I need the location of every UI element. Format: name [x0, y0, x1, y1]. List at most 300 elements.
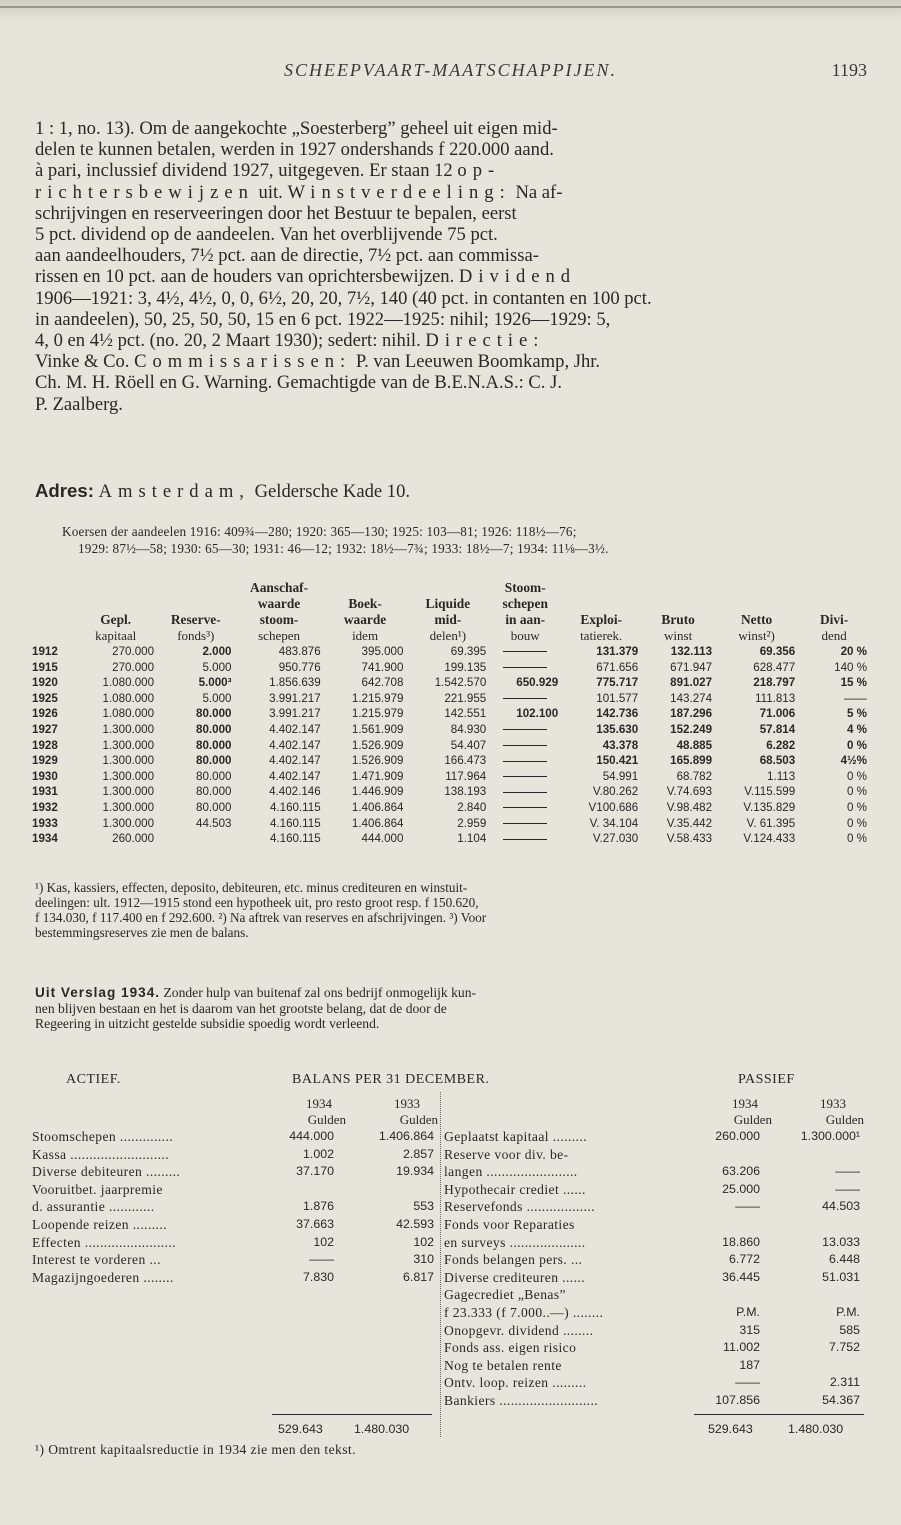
passief-value-1934: P.M.: [736, 1304, 760, 1319]
history-header-exploi: [561, 596, 641, 612]
history-header-stoom: bouw: [510, 628, 540, 643]
history-header-aanschaf: schepen: [258, 628, 300, 643]
history-cell-divi: 4½%: [840, 754, 867, 768]
history-cell-exploi: 101.577: [596, 691, 639, 705]
footnote-line: f 134.030, f 117.400 en f 292.600. ²) Na aftrek van reserves en afschrijvingen. ³) Voor: [35, 910, 487, 925]
history-header-liquide: mid-: [434, 612, 462, 627]
passief-value-1933: 13.033: [822, 1234, 860, 1249]
passief-label: Nog te betalen rente: [444, 1357, 562, 1373]
history-header-boek: idem: [352, 628, 379, 643]
passief-total-rule: [694, 1414, 864, 1415]
history-cell-exploi: 775.717: [596, 676, 639, 690]
history-header-gepl: [74, 580, 157, 596]
history-cell-netto: 1.113: [767, 769, 796, 783]
passief-value-1933: [772, 1286, 864, 1304]
history-cell-bruto: 68.782: [676, 769, 713, 783]
actief-value-1933: 102: [413, 1234, 434, 1249]
history-header-divi: dend: [821, 628, 847, 643]
history-cell-gepl: 270.000: [112, 645, 155, 658]
history-header-row: [30, 612, 870, 628]
history-header-year: [30, 612, 74, 628]
history-cell-boek: 1.471.909: [351, 769, 404, 783]
actief-title: ACTIEF.: [66, 1072, 121, 1087]
actief-value-1934: 444.000: [289, 1129, 334, 1143]
history-cell-aanschaf: 950.776: [278, 660, 321, 674]
history-cell-stoom: [489, 769, 561, 785]
passief-label: Bankiers ..........................: [444, 1392, 599, 1408]
passief-value-1934: 187: [739, 1357, 760, 1372]
actief-value-1934: 1.002: [302, 1146, 334, 1161]
actief-label: Vooruitbet. jaarpremie: [32, 1181, 163, 1197]
history-cell-netto: 111.813: [755, 691, 796, 705]
intro-spaced: op-: [457, 160, 501, 182]
intro-text: à pari, inclussief dividend 1927, uitgegeven. Er staan 12: [35, 160, 453, 182]
history-year: 1933: [32, 816, 58, 830]
history-cell-bruto: 891.027: [670, 676, 713, 690]
intro-spaced: Directie:: [425, 330, 545, 352]
history-cell-stoom: [489, 738, 561, 754]
passief-unit-1933: Gulden: [825, 1112, 864, 1127]
actief-value-1933: 42.593: [396, 1216, 434, 1231]
history-cell-divi: 4 %: [847, 722, 867, 736]
report-label: Uit Verslag 1934.: [35, 985, 161, 1000]
actief-row: [32, 1198, 438, 1216]
passief-row: [444, 1304, 864, 1322]
actief-total-rule: [272, 1414, 432, 1415]
history-cell-gepl: 1.080.000: [102, 676, 155, 690]
intro-line: in aandeelen), 50, 25, 50, 50, 15 en 6 pct. 1922—1925: nihil; 1926—1929: 5,: [35, 308, 611, 330]
history-cell-bruto: V.74.693: [666, 785, 713, 799]
history-header-reserve: fonds³): [177, 628, 215, 643]
history-cell-netto: V.124.433: [743, 832, 796, 846]
history-row: [30, 831, 870, 847]
scan-top-edge: [0, 0, 901, 22]
history-header-exploi: tatierek.: [580, 628, 623, 643]
actief-value-1934: 1.876: [302, 1199, 334, 1214]
intro-line: aan aandeelhouders, 7½ pct. aan de directie, 7½ pct. aan commissa-: [35, 245, 539, 267]
history-row: [30, 660, 870, 676]
passief-value-1933: 44.503: [822, 1199, 860, 1214]
history-cell-liquide: 54.407: [450, 738, 487, 752]
history-year: 1925: [32, 691, 58, 705]
history-cell-boek: 1.215.979: [351, 691, 404, 705]
actief-label: Magazijngoederen ........: [32, 1269, 174, 1285]
scan-top-line: [0, 6, 901, 8]
history-header-year: [30, 596, 74, 612]
history-cell-reserve: 5.000³: [198, 676, 232, 690]
history-cell-bruto: 671.947: [670, 660, 713, 674]
passief-label: Ontv. loop. reizen .........: [444, 1375, 587, 1391]
history-cell-boek: 1.561.909: [351, 722, 404, 736]
intro-spaced: richtersbewijzen: [35, 181, 254, 203]
actief-value-1934: 102: [313, 1234, 334, 1249]
actief-value-1933: 2.857: [402, 1146, 434, 1161]
history-cell-gepl: 1.300.000: [102, 816, 155, 830]
passief-value-1934: 18.860: [722, 1234, 760, 1249]
history-cell-aanschaf: 1.856.639: [269, 676, 321, 690]
actief-table: [32, 1096, 438, 1286]
history-header-netto: [715, 580, 798, 596]
history-year: 1912: [32, 645, 58, 658]
passief-value-1933: P.M.: [836, 1304, 860, 1319]
share-prices-line: 1929: 87½—58; 1930: 65—30; 1931: 46—12; 1932: 18½—7¾; 1933: 18½—7; 1934: 11⅛—3½.: [78, 541, 609, 556]
actief-row: [32, 1181, 438, 1199]
history-cell-bruto: V.35.442: [666, 816, 713, 830]
intro-text: P. van Leeuwen Boomkamp, Jhr.: [355, 351, 601, 373]
actief-value-1933: 19.934: [396, 1164, 434, 1179]
history-cell-aanschaf: 3.991.217: [269, 707, 321, 721]
passief-value-1934: 25.000: [722, 1181, 760, 1196]
passief-value-1933: [772, 1216, 864, 1234]
history-header-boek: [324, 580, 407, 596]
passief-value-1933: [772, 1357, 864, 1375]
table-footnotes: [35, 880, 868, 940]
actief-label: Stoomschepen ..............: [32, 1129, 174, 1144]
history-cell-reserve: 5.000: [202, 691, 232, 705]
history-cell-netto: 68.503: [759, 754, 796, 768]
history-cell-exploi: V.80.262: [592, 785, 639, 799]
address-street: Geldersche Kade 10.: [254, 481, 411, 502]
passief-label: Fonds ass. eigen risico: [444, 1340, 577, 1356]
history-cell-liquide: 221.955: [444, 691, 487, 705]
dash-rule: [503, 745, 547, 746]
passief-value-1934: [690, 1286, 772, 1304]
share-prices: [62, 523, 872, 557]
history-cell-stoom: [489, 800, 561, 816]
passief-label: Geplaatst kapitaal .........: [444, 1129, 587, 1144]
intro-line: 1 : 1, no. 13). Om de aangekochte „Soesterberg” geheel uit eigen mid-: [35, 118, 558, 139]
address-city: Amsterdam,: [98, 481, 250, 502]
dash-rule: [503, 761, 547, 762]
history-cell-divi: 0 %: [847, 800, 867, 814]
history-year: 1934: [32, 832, 58, 846]
passief-total-1933: 1.480.030: [788, 1422, 844, 1436]
intro-line: 1906—1921: 3, 4½, 4½, 0, 0, 6½, 20, 20, 7½, 140 (40 pct. in contanten en 100 pct.: [35, 287, 652, 309]
history-cell-stoom: [489, 831, 561, 847]
actief-value-1933: 1.406.864: [378, 1129, 434, 1143]
history-cell-divi: 15 %: [840, 676, 867, 690]
passief-label: Gagecrediet „Benas”: [444, 1287, 566, 1303]
intro-line: schrijvingen en reserveeringen door het Bestuur te bepalen, eerst: [35, 202, 517, 224]
history-cell-exploi: 135.630: [596, 722, 639, 736]
history-cell-stoom: [489, 753, 561, 769]
history-cell-bruto: 152.249: [670, 722, 713, 736]
history-header-gepl: kapitaal: [95, 628, 137, 643]
history-cell-gepl: 1.300.000: [102, 722, 155, 736]
history-cell-aanschaf: 483.876: [278, 645, 321, 658]
history-header-row: [30, 580, 870, 596]
passief-value-1933: ——: [835, 1164, 860, 1179]
history-header-bruto: [641, 580, 715, 596]
history-cell-aanschaf: 4.160.115: [269, 800, 321, 814]
passief-value-1934: 11.002: [723, 1340, 760, 1355]
history-cell-liquide: 84.930: [450, 722, 487, 736]
passief-row: [444, 1251, 864, 1269]
address-label: Adres:: [35, 480, 94, 501]
history-cell-liquide: 69.395: [450, 645, 487, 658]
history-header-bruto: [641, 596, 715, 612]
report-line: Regeering in uitzicht gestelde subsidie spoedig wordt verleend.: [35, 1016, 380, 1032]
footnote-line: deelingen: ult. 1912—1915 stond een hypotheek uit, pro resto groot resp. f 150.620,: [35, 895, 479, 910]
history-year: 1932: [32, 800, 58, 814]
history-cell-gepl: 1.300.000: [102, 754, 155, 768]
history-cell-liquide: 2.840: [457, 800, 487, 814]
history-cell-boek: 1.446.909: [351, 785, 404, 799]
actief-col-1934: 1934: [306, 1096, 332, 1111]
actief-row: [32, 1269, 438, 1287]
intro-paragraph: [35, 118, 868, 415]
intro-line: [35, 266, 868, 287]
history-header-gepl: Gepl.: [100, 612, 132, 627]
passief-row: [444, 1216, 864, 1234]
history-row: [30, 706, 870, 722]
balance-title: BALANS PER 31 DECEMBER.: [292, 1072, 490, 1087]
passief-row: [444, 1198, 864, 1216]
dash-rule: [503, 807, 547, 808]
actief-row: [32, 1128, 438, 1146]
actief-value-1934: 7.830: [302, 1269, 334, 1284]
history-header-netto: [715, 596, 798, 612]
passief-label: Hypothecair crediet ......: [444, 1181, 586, 1197]
history-header-stoom: in aan-: [505, 612, 546, 627]
history-row: [30, 816, 870, 832]
history-header-liquide: Liquide: [425, 596, 471, 611]
history-header-aanschaf: stoom-: [259, 612, 299, 627]
history-cell-exploi: 54.991: [602, 769, 639, 783]
passief-value-1933: [772, 1146, 864, 1164]
history-cell-aanschaf: 4.160.115: [269, 832, 321, 846]
intro-line: [35, 330, 868, 351]
actief-value-1934: 37.170: [296, 1164, 334, 1179]
passief-table: [444, 1096, 864, 1410]
actief-row: [32, 1251, 438, 1269]
history-cell-divi: ——: [843, 691, 867, 705]
history-cell-boek: 1.526.909: [351, 754, 404, 768]
actief-row: [32, 1216, 438, 1234]
actief-unit-row: [32, 1112, 438, 1128]
history-cell-aanschaf: 4.402.147: [269, 754, 321, 768]
history-header-divi: [798, 596, 870, 612]
passief-value-1933: 2.311: [829, 1375, 860, 1390]
history-cell-stoom: 650.929: [516, 676, 559, 690]
history-cell-boek: 395.000: [361, 645, 404, 658]
history-cell-netto: 628.477: [753, 660, 796, 674]
balance-divider: [440, 1092, 442, 1437]
history-cell-bruto: 165.899: [670, 754, 713, 768]
intro-text: Na af-: [515, 181, 563, 203]
passief-label: Reservefonds ..................: [444, 1199, 595, 1215]
actief-total-1934: 529.643: [278, 1422, 323, 1436]
passief-value-1934: [690, 1146, 772, 1164]
passief-label: Reserve voor div. be-: [444, 1146, 569, 1162]
history-cell-netto: 71.006: [759, 707, 796, 721]
report-line: nen blijven bestaan en het is daarom van het grootste belang, dat de door de: [35, 1000, 447, 1016]
intro-line: Ch. M. H. Röell en G. Warning. Gemachtigde van de B.E.N.A.S.: C. J.: [35, 372, 562, 394]
history-cell-gepl: 1.300.000: [102, 785, 155, 799]
history-cell-divi: 20 %: [840, 645, 867, 658]
actief-label: Loopende reizen .........: [32, 1216, 167, 1232]
passief-value-1934: 315: [739, 1322, 760, 1337]
history-cell-liquide: 1.542.570: [434, 676, 487, 690]
history-row: [30, 644, 870, 660]
history-header-stoom: schepen: [502, 596, 548, 611]
actief-label: Kassa ..........................: [32, 1146, 170, 1162]
history-header-exploi: Exploi-: [580, 612, 623, 627]
passief-row: [444, 1322, 864, 1340]
history-cell-aanschaf: 4.402.147: [269, 722, 321, 736]
passief-row: [444, 1269, 864, 1287]
intro-text: 4, 0 en 4½ pct. (no. 20, 2 Maart 1930); sedert: nihil.: [35, 330, 421, 352]
history-header-year: [30, 628, 74, 644]
passief-value-1933: 1.300.000¹: [800, 1129, 860, 1143]
history-cell-gepl: 270.000: [112, 660, 155, 674]
actief-row: [32, 1163, 438, 1181]
passief-row: [444, 1357, 864, 1375]
passief-unit-1934: Gulden: [733, 1112, 772, 1127]
history-cell-reserve: 80.000: [196, 769, 232, 783]
passief-unit-row: [444, 1112, 864, 1128]
intro-text: Vinke & Co.: [35, 351, 130, 373]
history-cell-reserve: 44.503: [196, 816, 232, 830]
history-header-stoom: Stoom-: [504, 580, 546, 595]
passief-label: Diverse crediteuren ......: [444, 1269, 585, 1285]
history-cell-bruto: 48.885: [676, 738, 713, 752]
history-cell-exploi: V. 34.104: [589, 816, 639, 830]
intro-text: uit.: [258, 181, 283, 203]
history-cell-reserve: 80.000: [196, 785, 232, 799]
history-cell-liquide: 166.473: [444, 754, 487, 768]
history-row: [30, 769, 870, 785]
history-header-netto: Netto: [741, 612, 773, 627]
page-number: 1193: [831, 60, 867, 80]
actief-value-1933: 6.817: [402, 1269, 434, 1284]
intro-line: delen te kunnen betalen, werden in 1927 ondershands f 220.000 aand.: [35, 139, 554, 161]
actief-value-1934: [264, 1181, 346, 1199]
history-cell-exploi: 671.656: [596, 660, 639, 674]
history-year: 1920: [32, 676, 58, 690]
passief-value-1933: ——: [835, 1181, 860, 1196]
history-cell-boek: 444.000: [361, 832, 404, 846]
passief-label: f 23.333 (f 7.000..—) ........: [444, 1304, 604, 1320]
intro-line: 5 pct. dividend op de aandeelen. Van het overblijvende 75 pct.: [35, 224, 498, 246]
history-cell-stoom: [489, 691, 561, 707]
history-cell-divi: 0 %: [847, 785, 867, 799]
history-header-divi: [798, 580, 870, 596]
passief-value-1934: 63.206: [722, 1164, 760, 1179]
passief-value-1934: [690, 1216, 772, 1234]
passief-value-1933: 54.367: [822, 1392, 860, 1407]
actief-label: Diverse debiteuren .........: [32, 1164, 181, 1180]
history-cell-netto: 6.282: [766, 738, 796, 752]
history-cell-exploi: 142.736: [596, 707, 639, 721]
actief-col-1933: 1933: [394, 1096, 420, 1111]
intro-line: [35, 160, 868, 181]
actief-year-row: [32, 1096, 438, 1112]
history-cell-aanschaf: 4.160.115: [269, 816, 321, 830]
history-cell-stoom: [489, 784, 561, 800]
history-cell-bruto: 143.274: [670, 691, 713, 705]
passief-row: [444, 1128, 864, 1146]
actief-row: [32, 1234, 438, 1252]
passief-value-1934: 260.000: [715, 1129, 760, 1143]
intro-line: P. Zaalberg.: [35, 393, 123, 415]
history-cell-gepl: 260.000: [112, 832, 155, 846]
history-cell-boek: 1.215.979: [351, 707, 404, 721]
passief-year-row: [444, 1096, 864, 1112]
history-year: 1926: [32, 707, 58, 721]
history-cell-stoom: [489, 660, 561, 676]
share-prices-line: Koersen der aandeelen 1916: 409¾—280; 1920: 365—130; 1925: 103—81; 1926: 118½—76;: [62, 524, 577, 539]
history-header-bruto: winst: [664, 628, 693, 643]
history-cell-liquide: 199.135: [444, 660, 487, 674]
actief-label: Interest te vorderen ...: [32, 1252, 161, 1268]
history-cell-bruto: 132.113: [670, 645, 713, 658]
history-row: [30, 675, 870, 691]
intro-spaced: Winstverdeeling:: [287, 181, 511, 203]
history-cell-reserve: 80.000: [196, 738, 232, 752]
history-row: [30, 800, 870, 816]
passief-value-1933: 51.031: [822, 1269, 860, 1284]
passief-value-1933: 585: [839, 1322, 860, 1337]
history-header-boek: waarde: [343, 612, 387, 627]
passief-title: PASSIEF: [738, 1072, 795, 1087]
history-header-bruto: Bruto: [661, 612, 695, 627]
history-cell-bruto: 187.296: [670, 707, 713, 721]
history-cell-bruto: V.58.433: [666, 832, 713, 846]
history-year: 1927: [32, 722, 58, 736]
history-cell-boek: 1.406.864: [351, 800, 404, 814]
passief-row: [444, 1181, 864, 1199]
passief-row: [444, 1286, 864, 1304]
history-cell-stoom: [489, 722, 561, 738]
history-cell-stoom: 102.100: [516, 707, 559, 721]
history-cell-boek: 1.406.864: [351, 816, 404, 830]
history-cell-reserve: 80.000: [196, 800, 232, 814]
history-year: 1929: [32, 754, 58, 768]
dash-rule: [503, 839, 547, 840]
passief-total-1934: 529.643: [708, 1422, 753, 1436]
history-header-year: [30, 580, 74, 596]
actief-unit-1933: Gulden: [399, 1112, 438, 1127]
history-cell-aanschaf: 4.402.146: [269, 785, 321, 799]
actief-value-1933: [346, 1181, 438, 1199]
history-header-netto: winst²): [738, 628, 775, 643]
history-cell-divi: 0 %: [847, 738, 867, 752]
passief-row: [444, 1374, 864, 1392]
passief-value-1933: 7.752: [828, 1340, 860, 1355]
history-header-liquide: [406, 580, 489, 596]
footnote-line: bestemmingsreserves zie men de balans.: [35, 925, 249, 940]
history-cell-gepl: 1.300.000: [102, 800, 155, 814]
history-header-exploi: [561, 580, 641, 596]
history-header-aanschaf: waarde: [257, 596, 301, 611]
history-cell-gepl: 1.080.000: [102, 707, 155, 721]
report-excerpt: [35, 985, 863, 1032]
history-cell-liquide: 117.964: [445, 769, 487, 783]
dash-rule: [503, 823, 547, 824]
history-row: [30, 722, 870, 738]
history-header-reserve: Reserve-: [170, 612, 221, 627]
history-cell-exploi: 150.421: [596, 754, 639, 768]
passief-row: [444, 1234, 864, 1252]
passief-value-1934: ——: [735, 1375, 760, 1390]
history-cell-gepl: 1.300.000: [102, 738, 155, 752]
history-cell-aanschaf: 4.402.147: [269, 769, 321, 783]
history-header-gepl: [74, 596, 157, 612]
history-row: [30, 691, 870, 707]
dash-rule: [503, 792, 547, 793]
history-year: 1930: [32, 769, 58, 783]
